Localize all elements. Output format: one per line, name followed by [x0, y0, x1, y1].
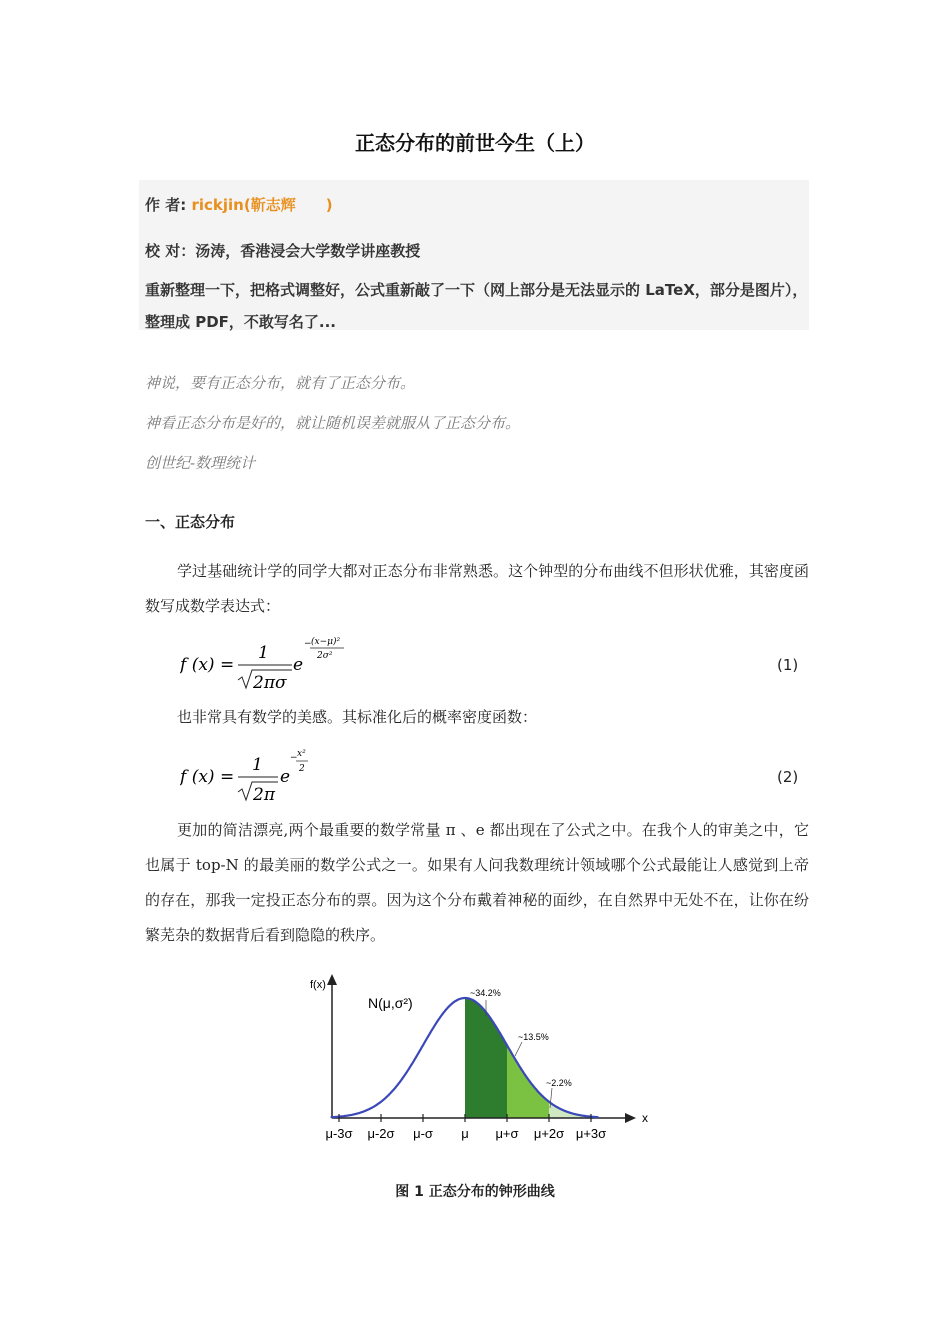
svg-text:2π: 2π: [253, 785, 275, 805]
quote-line: 神看正态分布是好的，就让随机误差就服从了正态分布。: [145, 414, 521, 432]
paragraph: 也非常具有数学的美感。其标准化后的概率密度函数：: [177, 708, 538, 726]
page-title: 正态分布的前世今生（上）: [355, 131, 595, 155]
paragraph: 更加的简洁漂亮,两个最重要的数学常量 π 、e 都出现在了公式之中。在我个人的审美之中，它也属于 top-N 的最美丽的数学公式之一。如果有人问我数理统计领域哪个公式最能让人感觉到上帝的存在，那我一定投正态分布的票。因为这个分布戴着神秘的面纱，在自然界中无处不在，让你在纷繁芜杂的数据背后看到隐隐的秩序。: [145, 821, 809, 944]
svg-text:e: e: [293, 655, 304, 675]
x-tick-label: μ+3σ: [575, 1126, 607, 1141]
svg-text:2: 2: [299, 764, 305, 774]
author-name: rickjin(靳志辉 ): [191, 196, 333, 214]
proofreader-line: 校 对：汤涛，香港浸会大学数学讲座教授: [145, 242, 421, 260]
x-tick-label: μ-σ: [413, 1126, 433, 1141]
x-tick-label: μ+2σ: [533, 1126, 565, 1141]
author-label: 作 者:: [145, 196, 187, 214]
quote-source: 创世纪-数理统计: [145, 454, 256, 472]
equation-2: [180, 744, 340, 810]
pct-label-34: ~34.2%: [470, 988, 501, 998]
equation-number: (2): [777, 768, 799, 786]
distribution-label: N(μ,σ²): [368, 995, 413, 1011]
author-line: [145, 194, 333, 215]
section-heading: 一、正态分布: [145, 513, 236, 531]
figure-caption: 图 1 正态分布的钟形曲线: [395, 1184, 555, 1200]
svg-text:−: −: [304, 639, 312, 649]
svg-text:f (x) =: f (x) =: [180, 655, 235, 675]
x-tick-label: μ+σ: [495, 1126, 519, 1141]
pct-label-13: ~13.5%: [518, 1032, 549, 1042]
equation-1: [180, 628, 380, 698]
bell-curve-figure: [310, 968, 662, 1158]
editor-note: 重新整理一下，把格式调整好，公式重新敲了一下（网上部分是无法显示的 LaTeX，部分是图片），整理成 PDF，不敢写名了...: [145, 281, 808, 331]
y-axis-arrow: [327, 974, 337, 985]
svg-text:1: 1: [252, 755, 263, 775]
pct-label-2: ~2.2%: [546, 1078, 572, 1088]
paragraph: 学过基础统计学的同学大都对正态分布非常熟悉。这个钟型的分布曲线不但形状优雅，其密度函数写成数学表达式：: [145, 562, 809, 615]
x-axis-arrow: [625, 1113, 636, 1123]
y-axis-label: f(x): [310, 979, 326, 991]
svg-text:(x−μ)²: (x−μ)²: [311, 637, 341, 647]
svg-text:f (x) =: f (x) =: [180, 767, 235, 787]
svg-text:e: e: [280, 767, 291, 787]
svg-text:x²: x²: [297, 749, 306, 759]
quote-line: 神说，要有正态分布，就有了正态分布。: [145, 374, 416, 392]
equation-number: (1): [777, 656, 799, 674]
x-tick-label: μ-3σ: [325, 1126, 353, 1141]
x-axis-label: x: [642, 1111, 648, 1125]
x-tick-label: μ: [461, 1126, 469, 1141]
svg-text:2πσ: 2πσ: [253, 673, 287, 693]
svg-text:−: −: [290, 753, 298, 763]
density-curve: [331, 998, 599, 1117]
x-tick-label: μ-2σ: [367, 1126, 395, 1141]
svg-text:2σ²: 2σ²: [317, 651, 333, 661]
svg-text:1: 1: [258, 643, 269, 663]
